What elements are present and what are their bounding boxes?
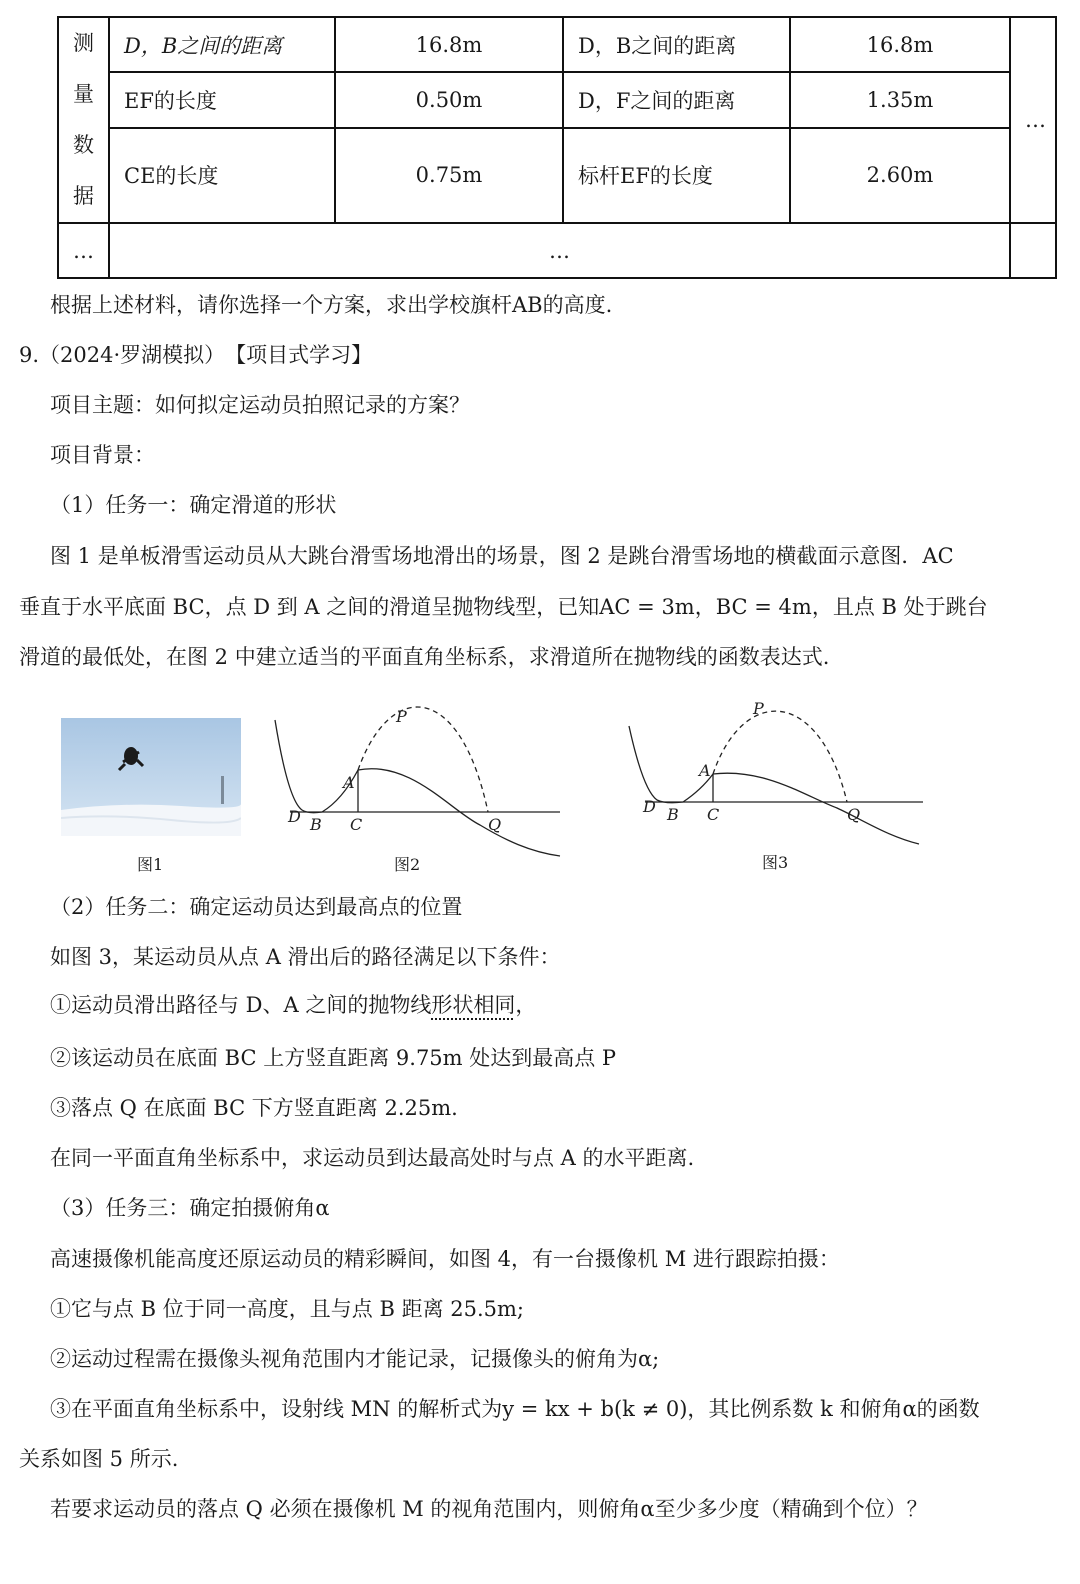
point-label-Q: Q <box>488 815 502 834</box>
point-label-B: B <box>667 805 679 824</box>
point-label-D: D <box>643 797 656 816</box>
table-cell-empty <box>1010 223 1056 278</box>
table-cell-label: D，B之间的距离 <box>109 17 335 72</box>
pole-icon <box>221 776 224 804</box>
paragraph-line: 图 1 是单板滑雪运动员从大跳台滑雪场地滑出的场景，图 2 是跳台滑雪场地的横截面示意图．AC <box>50 544 954 568</box>
task-3-heading: （3）任务三：确定拍摄俯角α <box>50 1196 330 1220</box>
project-background: 项目背景： <box>50 443 155 467</box>
paragraph-line: 滑道的最低处，在图 2 中建立适当的平面直角坐标系，求滑道所在抛物线的函数表达式. <box>19 645 830 669</box>
condition-3: ③落点 Q 在底面 BC 下方竖直距离 2.25m. <box>50 1096 458 1120</box>
table-cell-value: 0.75m <box>335 128 563 223</box>
camera-condition-1: ①它与点 B 位于同一高度，且与点 B 距离 25.5m; <box>50 1297 524 1321</box>
table-cell-label: EF的长度 <box>109 72 335 127</box>
figure-2-label: 图2 <box>394 855 421 874</box>
task-2-heading: （2）任务二：确定运动员达到最高点的位置 <box>50 895 463 919</box>
paragraph-line: 如图 3，某运动员从点 A 滑出后的路径满足以下条件： <box>50 945 561 969</box>
table-cell-value: 0.50m <box>335 72 563 127</box>
table-cell-label: D，B之间的距离 <box>563 17 790 72</box>
condition-1: ①运动员滑出路径与 D、A 之间的抛物线形状相同， <box>50 993 537 1017</box>
point-label-C: C <box>707 805 720 824</box>
paragraph-line: 在同一平面直角坐标系中，求运动员到达最高处时与点 A 的水平距离. <box>50 1146 695 1170</box>
table-cell-value: 16.8m <box>790 17 1010 72</box>
row-header-measured-data: 测 量 数 据 <box>58 17 109 223</box>
table-cell-ellipsis: … <box>109 223 1010 278</box>
point-label-Q: Q <box>847 805 861 824</box>
table-cell-label: CE的长度 <box>109 128 335 223</box>
figure-1-label: 图1 <box>137 855 164 874</box>
camera-condition-2: ②运动过程需在摄像头视角范围内才能记录，记摄像头的俯角为α; <box>50 1347 660 1371</box>
final-question: 若要求运动员的落点 Q 必须在摄像机 M 的视角范围内，则俯角α至少多少度（精确到个位）？ <box>50 1497 928 1521</box>
figure-3-label: 图3 <box>762 853 789 872</box>
point-label-D: D <box>288 807 301 826</box>
table-cell-label: D，F之间的距离 <box>563 72 790 127</box>
table-cell-ellipsis: … <box>58 223 109 278</box>
instruction-line: 根据上述材料，请你选择一个方案，求出学校旗杆AB的高度. <box>50 293 613 317</box>
point-label-C: C <box>350 815 363 834</box>
table-cell-value: 16.8m <box>335 17 563 72</box>
point-label-P: P <box>753 699 764 718</box>
task-1-heading: （1）任务一：确定滑道的形状 <box>50 493 337 517</box>
figure-2-diagram <box>270 700 570 865</box>
point-label-P: P <box>396 707 407 726</box>
figure-1-photo <box>61 718 241 836</box>
point-label-A: A <box>343 773 355 792</box>
measurement-table <box>57 16 1057 279</box>
point-label-B: B <box>310 815 322 834</box>
point-label-A: A <box>699 761 711 780</box>
project-topic: 项目主题：如何拟定运动员拍照记录的方案？ <box>50 393 470 417</box>
paragraph-line: 关系如图 5 所示. <box>19 1447 179 1471</box>
paragraph-line: 高速摄像机能高度还原运动员的精彩瞬间，如图 4，有一台摄像机 M 进行跟踪拍摄： <box>50 1247 840 1271</box>
camera-condition-3: ③在平面直角坐标系中，设射线 MN 的解析式为y = kx + b(k ≠ 0)，其比例系数 k 和俯角α的函数 <box>50 1397 980 1421</box>
table-cell-value: 2.60m <box>790 128 1010 223</box>
paragraph-line: 垂直于水平底面 BC，点 D 到 A 之间的滑道呈抛物线型，已知AC = 3m，BC = 4m，且点 B 处于跳台 <box>19 595 988 619</box>
table-cell-value: 1.35m <box>790 72 1010 127</box>
table-cell-label: 标杆EF的长度 <box>563 128 790 223</box>
condition-2: ②该运动员在底面 BC 上方竖直距离 9.75m 处达到最高点 P <box>50 1046 617 1070</box>
question-9-heading: 9.（2024·罗湖模拟） 【项目式学习】 <box>19 343 373 367</box>
table-cell-ellipsis: … <box>1010 17 1056 223</box>
figure-3-diagram <box>625 698 925 858</box>
